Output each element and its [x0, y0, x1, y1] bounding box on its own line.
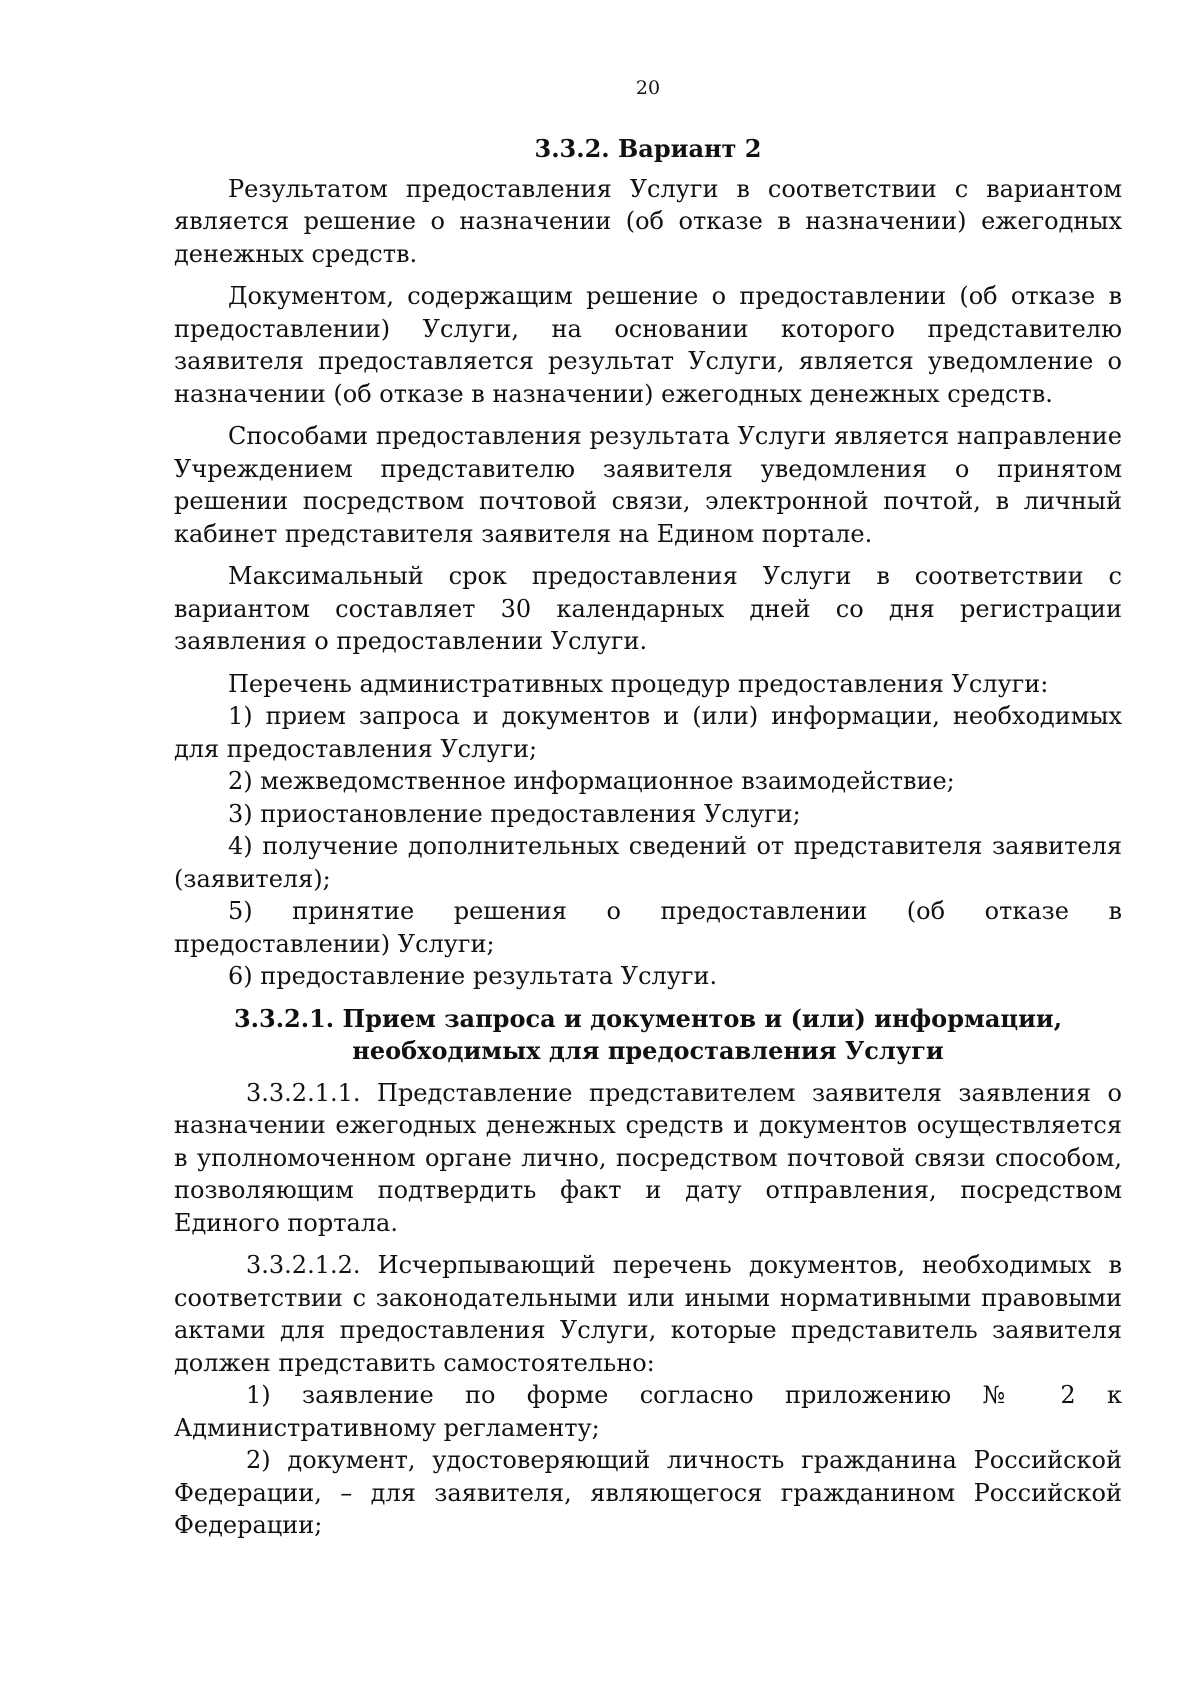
- procedures-intro: Перечень административных процедур предоставления Услуги:: [228, 669, 1049, 698]
- procedure-item: 2) межведомственное информационное взаимодействие;: [228, 767, 955, 795]
- subsection-heading: 3.3.2.1. Прием запроса и документов и (или) информации, необходимых для предоставления Услуги: [233, 1003, 1063, 1065]
- paragraph-submission: 3.3.2.1.1. Представление представителем заявителя заявления о назначении ежегодных денежных средств и документов осуществляется в уполномоченном органе лично, посредством почтовой связи способом, позволяющим подтвердить факт и дату отправления, посредством Единого портала.: [174, 1078, 1122, 1237]
- document-item: 2) документ, удостоверяющий личность гражданина Российской Федерации, – для заявителя, являющегося гражданином Российской Федерации;: [174, 1446, 1122, 1539]
- procedure-item: 5) принятие решения о предоставлении (об отказе в предоставлении) Услуги;: [174, 897, 1122, 958]
- section-heading: 3.3.2. Вариант 2: [534, 134, 762, 163]
- paragraph-result: Результатом предоставления Услуги в соответствии с вариантом является решение о назначении (об отказе в назначении) ежегодных денежных средств.: [174, 174, 1122, 268]
- paragraph-document: Документом, содержащим решение о предоставлении (об отказе в предоставлении) Услуги, на основании которого представителю заявителя предоставляется результат Услуги, является уведомление о назначении (об отказе в назначении) ежегодных денежных средств.: [174, 282, 1122, 408]
- page-number: 20: [635, 77, 661, 99]
- document-body: [174, 133, 1122, 1542]
- paragraph-document-list: 3.3.2.1.2. Исчерпывающий перечень документов, необходимых в соответствии с законодательными или иными нормативными правовыми актами для предоставления Услуги, которые представитель заявителя должен представить самостоятельно:: [174, 1251, 1122, 1377]
- procedure-item: 6) предоставление результата Услуги.: [228, 962, 718, 990]
- procedure-item: 1) прием запроса и документов и (или) информации, необходимых для предоставления Услуги;: [174, 702, 1122, 763]
- procedure-item: 4) получение дополнительных сведений от представителя заявителя (заявителя);: [174, 832, 1122, 893]
- paragraph-deadline: Максимальный срок предоставления Услуги в соответствии с вариантом составляет 30 календарных дней со дня регистрации заявления о предоставлении Услуги.: [174, 562, 1122, 655]
- document-item: 1) заявление по форме согласно приложению № 2 к Административному регламенту;: [174, 1381, 1122, 1442]
- paragraph-methods: Способами предоставления результата Услуги является направление Учреждением представителю заявителя уведомления о принятом решении посредством почтовой связи, электронной почтой, в личный кабинет представителя заявителя на Едином портале.: [174, 422, 1122, 548]
- procedure-item: 3) приостановление предоставления Услуги;: [228, 799, 801, 828]
